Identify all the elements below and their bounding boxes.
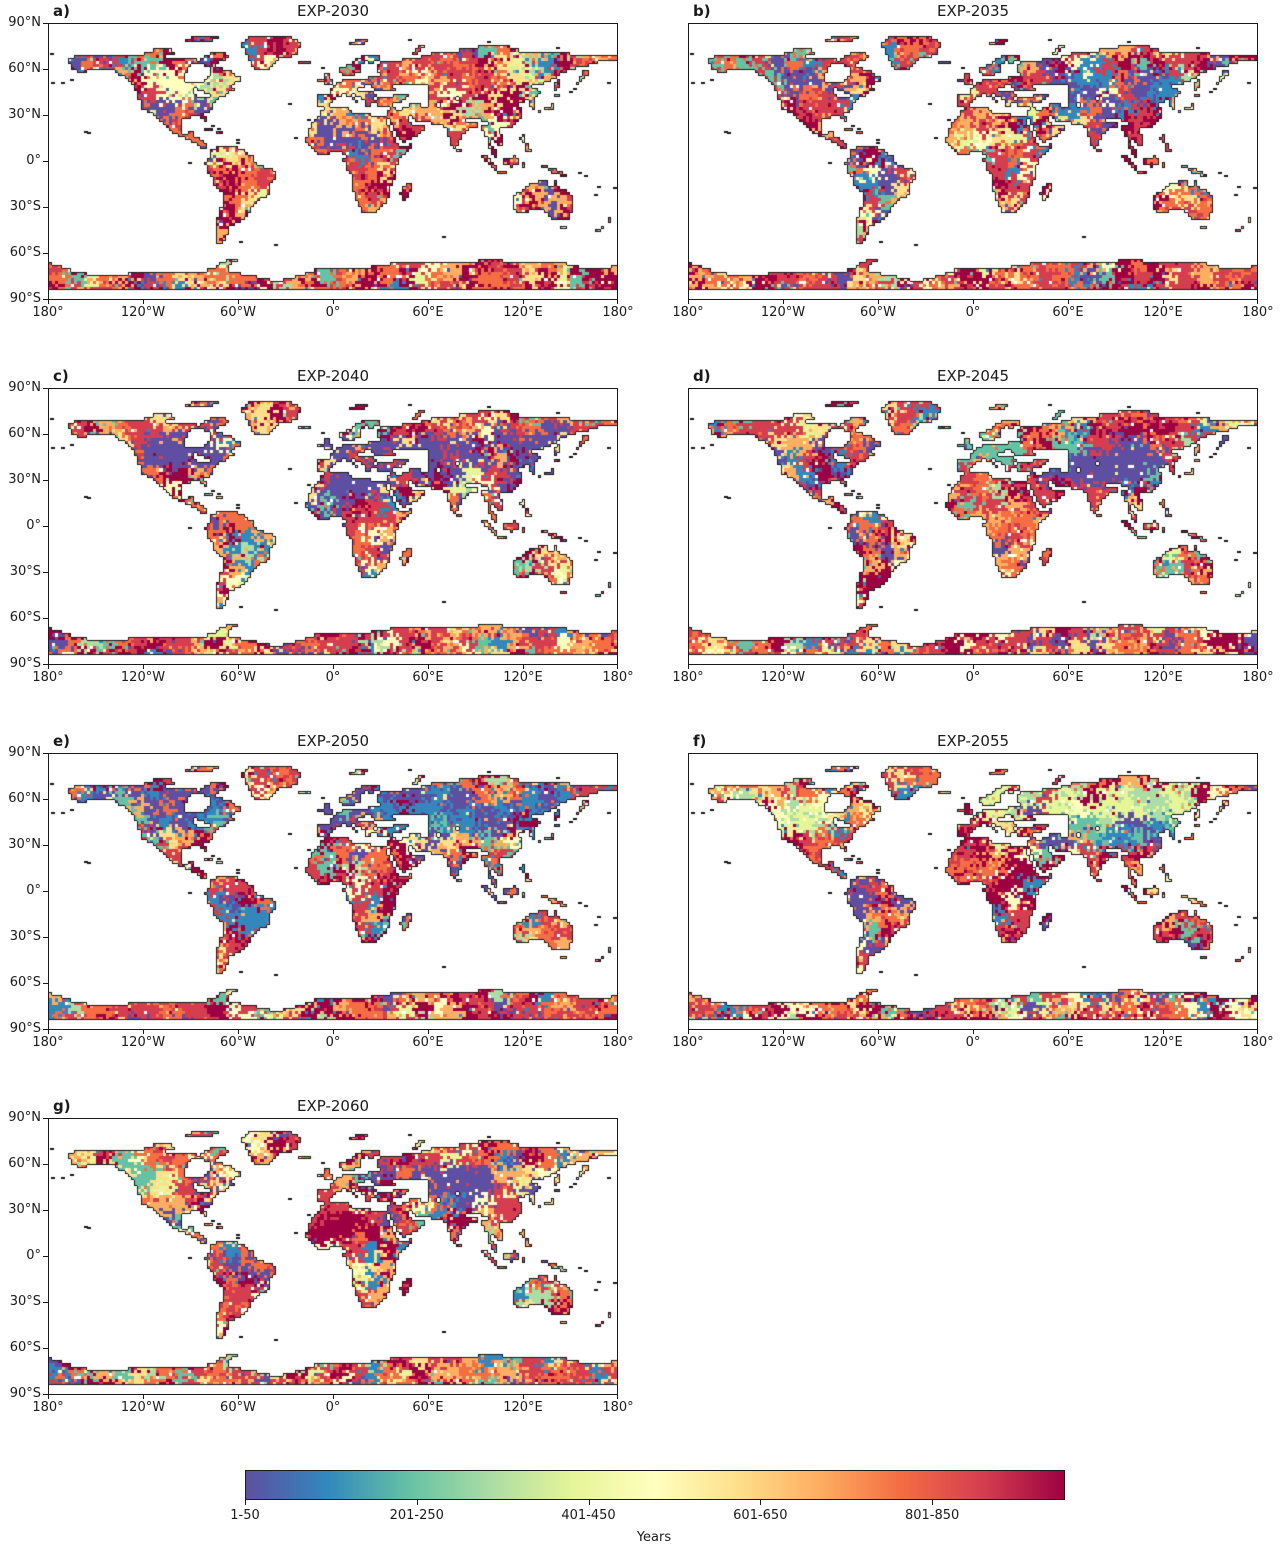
y-tick-label: 60°S	[9, 610, 41, 625]
y-tick-mark	[43, 69, 48, 70]
x-tick-mark	[333, 300, 334, 304]
map-plot-area	[688, 23, 1258, 300]
x-tick-mark	[1163, 300, 1164, 304]
map-canvas-d	[689, 389, 1257, 664]
y-tick-label: 60°N	[8, 426, 41, 441]
x-tick-label: 60°W	[860, 305, 896, 320]
x-tick-mark	[238, 1030, 239, 1034]
x-tick-mark	[688, 665, 689, 669]
x-tick-mark	[973, 665, 974, 669]
x-tick-label: 60°E	[412, 1035, 444, 1050]
x-tick-label: 180°	[672, 305, 704, 320]
x-tick-label: 0°	[965, 305, 981, 320]
x-tick-mark	[48, 300, 49, 304]
x-tick-mark	[48, 1395, 49, 1399]
x-tick-label: 60°W	[220, 305, 256, 320]
y-tick-label: 30°N	[8, 837, 41, 852]
x-tick-mark	[783, 665, 784, 669]
panel-letter: c)	[53, 367, 69, 385]
x-tick-label: 180°	[32, 305, 64, 320]
y-tick-mark	[43, 845, 48, 846]
map-canvas-a	[49, 24, 617, 299]
x-tick-mark	[143, 300, 144, 304]
x-tick-mark	[143, 1395, 144, 1399]
y-tick-label: 90°N	[8, 745, 41, 760]
x-tick-label: 60°E	[1052, 305, 1084, 320]
y-tick-mark	[43, 526, 48, 527]
panel-header	[48, 2, 618, 21]
x-tick-label: 60°W	[860, 1035, 896, 1050]
x-tick-label: 180°	[602, 1035, 634, 1050]
x-tick-label: 120°E	[1143, 305, 1183, 320]
panel-letter: a)	[53, 2, 70, 20]
panel-d	[672, 367, 1274, 713]
x-tick-label: 120°W	[120, 1400, 166, 1415]
y-tick-mark	[43, 23, 48, 24]
x-tick-label: 180°	[32, 1035, 64, 1050]
x-tick-label: 0°	[965, 670, 981, 685]
x-tick-mark	[617, 300, 618, 304]
x-tick-mark	[878, 665, 879, 669]
x-tick-label: 120°E	[1143, 1035, 1183, 1050]
y-tick-label: 30°N	[8, 1202, 41, 1217]
x-tick-label: 180°	[1242, 670, 1274, 685]
panel-letter: d)	[693, 367, 711, 385]
x-tick-mark	[688, 300, 689, 304]
y-tick-label: 90°S	[9, 291, 41, 306]
panel-f	[672, 732, 1274, 1078]
y-tick-label: 30°S	[9, 929, 41, 944]
x-tick-mark	[428, 665, 429, 669]
panel-header	[688, 2, 1258, 21]
map-plot-area	[48, 388, 618, 665]
y-tick-mark	[43, 253, 48, 254]
panel-b	[672, 2, 1274, 348]
y-tick-mark	[43, 891, 48, 892]
x-tick-mark	[688, 1030, 689, 1034]
x-tick-label: 180°	[672, 1035, 704, 1050]
y-tick-label: 30°N	[8, 107, 41, 122]
y-tick-label: 60°S	[9, 975, 41, 990]
panel-header	[688, 732, 1258, 751]
x-tick-label: 180°	[1242, 305, 1274, 320]
map-canvas-e	[49, 754, 617, 1029]
colorbar-tick-label: 801-850	[904, 1508, 960, 1523]
x-tick-mark	[878, 1030, 879, 1034]
x-tick-label: 0°	[965, 1035, 981, 1050]
map-plot-area	[48, 23, 618, 300]
x-tick-label: 120°W	[760, 305, 806, 320]
x-tick-mark	[1068, 300, 1069, 304]
panel-letter: e)	[53, 732, 71, 750]
y-tick-label: 60°S	[9, 245, 41, 260]
y-tick-mark	[43, 434, 48, 435]
x-tick-mark	[48, 1030, 49, 1034]
y-tick-mark	[43, 937, 48, 938]
panel-header	[48, 1097, 618, 1116]
x-tick-label: 0°	[325, 305, 341, 320]
panel-letter: f)	[693, 732, 707, 750]
x-tick-mark	[1257, 300, 1258, 304]
x-tick-label: 180°	[1242, 1035, 1274, 1050]
x-tick-mark	[428, 300, 429, 304]
map-canvas-f	[689, 754, 1257, 1029]
x-tick-mark	[973, 300, 974, 304]
y-tick-mark	[43, 388, 48, 389]
x-tick-label: 0°	[325, 670, 341, 685]
y-tick-label: 60°N	[8, 791, 41, 806]
panel-title: EXP-2035	[936, 2, 1010, 20]
x-tick-label: 180°	[602, 1400, 634, 1415]
colorbar-tick-label: 401-450	[561, 1508, 616, 1523]
y-tick-mark	[43, 1210, 48, 1211]
x-tick-label: 60°E	[412, 670, 444, 685]
panel-title: EXP-2040	[296, 367, 370, 385]
y-tick-mark	[43, 1164, 48, 1165]
x-tick-mark	[238, 665, 239, 669]
y-tick-label: 30°N	[8, 472, 41, 487]
x-tick-label: 60°W	[220, 670, 256, 685]
panel-title: EXP-2050	[296, 732, 370, 750]
x-tick-label: 180°	[32, 1400, 64, 1415]
y-tick-mark	[43, 572, 48, 573]
x-tick-label: 60°E	[412, 305, 444, 320]
x-tick-label: 120°W	[760, 670, 806, 685]
x-tick-mark	[143, 665, 144, 669]
y-tick-mark	[43, 1118, 48, 1119]
y-tick-label: 90°N	[8, 1110, 41, 1125]
map-canvas-b	[689, 24, 1257, 299]
x-tick-mark	[428, 1030, 429, 1034]
colorbar-tick-mark	[760, 1500, 761, 1505]
y-tick-label: 30°S	[9, 199, 41, 214]
colorbar	[230, 1470, 1065, 1548]
x-tick-label: 60°E	[1052, 1035, 1084, 1050]
x-tick-label: 120°W	[120, 305, 166, 320]
colorbar-tick-label: 601-650	[733, 1508, 788, 1523]
y-tick-label: 60°S	[9, 1340, 41, 1355]
y-tick-mark	[43, 983, 48, 984]
x-tick-mark	[523, 300, 524, 304]
map-canvas-c	[49, 389, 617, 664]
x-tick-mark	[333, 665, 334, 669]
x-tick-mark	[1257, 1030, 1258, 1034]
x-tick-mark	[1257, 665, 1258, 669]
x-tick-label: 120°W	[120, 1035, 166, 1050]
map-plot-area	[48, 1118, 618, 1395]
y-tick-label: 60°N	[8, 1156, 41, 1171]
x-tick-mark	[48, 665, 49, 669]
panel-header	[48, 732, 618, 751]
y-tick-mark	[43, 480, 48, 481]
x-tick-label: 120°E	[503, 1400, 543, 1415]
y-tick-label: 0°	[26, 883, 41, 898]
y-tick-label: 90°N	[8, 380, 41, 395]
y-tick-label: 30°S	[9, 1294, 41, 1309]
x-tick-mark	[973, 1030, 974, 1034]
x-tick-label: 0°	[325, 1400, 341, 1415]
panel-header	[688, 367, 1258, 386]
x-tick-label: 60°E	[1052, 670, 1084, 685]
x-tick-mark	[333, 1030, 334, 1034]
y-tick-mark	[43, 1256, 48, 1257]
panel-a	[8, 2, 634, 348]
y-tick-mark	[43, 207, 48, 208]
panel-title: EXP-2060	[296, 1097, 370, 1115]
y-tick-label: 90°N	[8, 15, 41, 30]
y-tick-mark	[43, 1348, 48, 1349]
panel-letter: g)	[53, 1097, 71, 1115]
map-plot-area	[688, 388, 1258, 665]
x-tick-mark	[617, 665, 618, 669]
x-tick-label: 120°E	[503, 670, 543, 685]
panel-g	[8, 1097, 634, 1443]
x-tick-mark	[238, 300, 239, 304]
colorbar-tick-label: 1-50	[230, 1508, 260, 1523]
panel-title: EXP-2045	[936, 367, 1010, 385]
colorbar-tick-mark	[932, 1500, 933, 1505]
x-tick-mark	[523, 1030, 524, 1034]
y-tick-mark	[43, 161, 48, 162]
y-tick-label: 90°S	[9, 656, 41, 671]
y-tick-mark	[43, 618, 48, 619]
x-tick-label: 180°	[602, 670, 634, 685]
panel-header	[48, 367, 618, 386]
x-tick-label: 60°W	[220, 1400, 256, 1415]
y-tick-label: 0°	[26, 1248, 41, 1263]
x-tick-mark	[617, 1030, 618, 1034]
colorbar-gradient	[245, 1470, 1065, 1500]
colorbar-axis-label: Years	[636, 1530, 672, 1545]
x-tick-label: 120°W	[760, 1035, 806, 1050]
y-tick-mark	[43, 753, 48, 754]
y-tick-label: 60°N	[8, 61, 41, 76]
panel-e	[8, 732, 634, 1078]
colorbar-tick-label: 201-250	[389, 1508, 444, 1523]
x-tick-label: 180°	[32, 670, 64, 685]
y-tick-mark	[43, 115, 48, 116]
x-tick-label: 120°E	[1143, 670, 1183, 685]
x-tick-mark	[783, 300, 784, 304]
x-tick-mark	[238, 1395, 239, 1399]
x-tick-mark	[878, 300, 879, 304]
x-tick-label: 120°E	[503, 305, 543, 320]
x-tick-mark	[428, 1395, 429, 1399]
x-tick-label: 120°E	[503, 1035, 543, 1050]
x-tick-label: 60°W	[220, 1035, 256, 1050]
x-tick-mark	[1163, 1030, 1164, 1034]
x-tick-mark	[143, 1030, 144, 1034]
colorbar-tick-mark	[245, 1500, 246, 1505]
x-tick-mark	[333, 1395, 334, 1399]
panel-letter: b)	[693, 2, 711, 20]
x-tick-mark	[1068, 665, 1069, 669]
panel-c	[8, 367, 634, 713]
x-tick-label: 180°	[602, 305, 634, 320]
x-tick-label: 60°W	[860, 670, 896, 685]
x-tick-mark	[1068, 1030, 1069, 1034]
y-tick-label: 30°S	[9, 564, 41, 579]
x-tick-mark	[1163, 665, 1164, 669]
map-plot-area	[48, 753, 618, 1030]
x-tick-label: 60°E	[412, 1400, 444, 1415]
y-tick-label: 90°S	[9, 1386, 41, 1401]
colorbar-tick-mark	[417, 1500, 418, 1505]
panel-title: EXP-2055	[936, 732, 1010, 750]
y-tick-label: 90°S	[9, 1021, 41, 1036]
panel-title: EXP-2030	[296, 2, 370, 20]
x-tick-label: 180°	[672, 670, 704, 685]
colorbar-tick-mark	[589, 1500, 590, 1505]
y-tick-label: 0°	[26, 153, 41, 168]
x-tick-mark	[783, 1030, 784, 1034]
x-tick-label: 0°	[325, 1035, 341, 1050]
map-plot-area	[688, 753, 1258, 1030]
x-tick-mark	[523, 1395, 524, 1399]
y-tick-label: 0°	[26, 518, 41, 533]
x-tick-mark	[523, 665, 524, 669]
y-tick-mark	[43, 1302, 48, 1303]
map-canvas-g	[49, 1119, 617, 1394]
y-tick-mark	[43, 799, 48, 800]
x-tick-mark	[617, 1395, 618, 1399]
x-tick-label: 120°W	[120, 670, 166, 685]
